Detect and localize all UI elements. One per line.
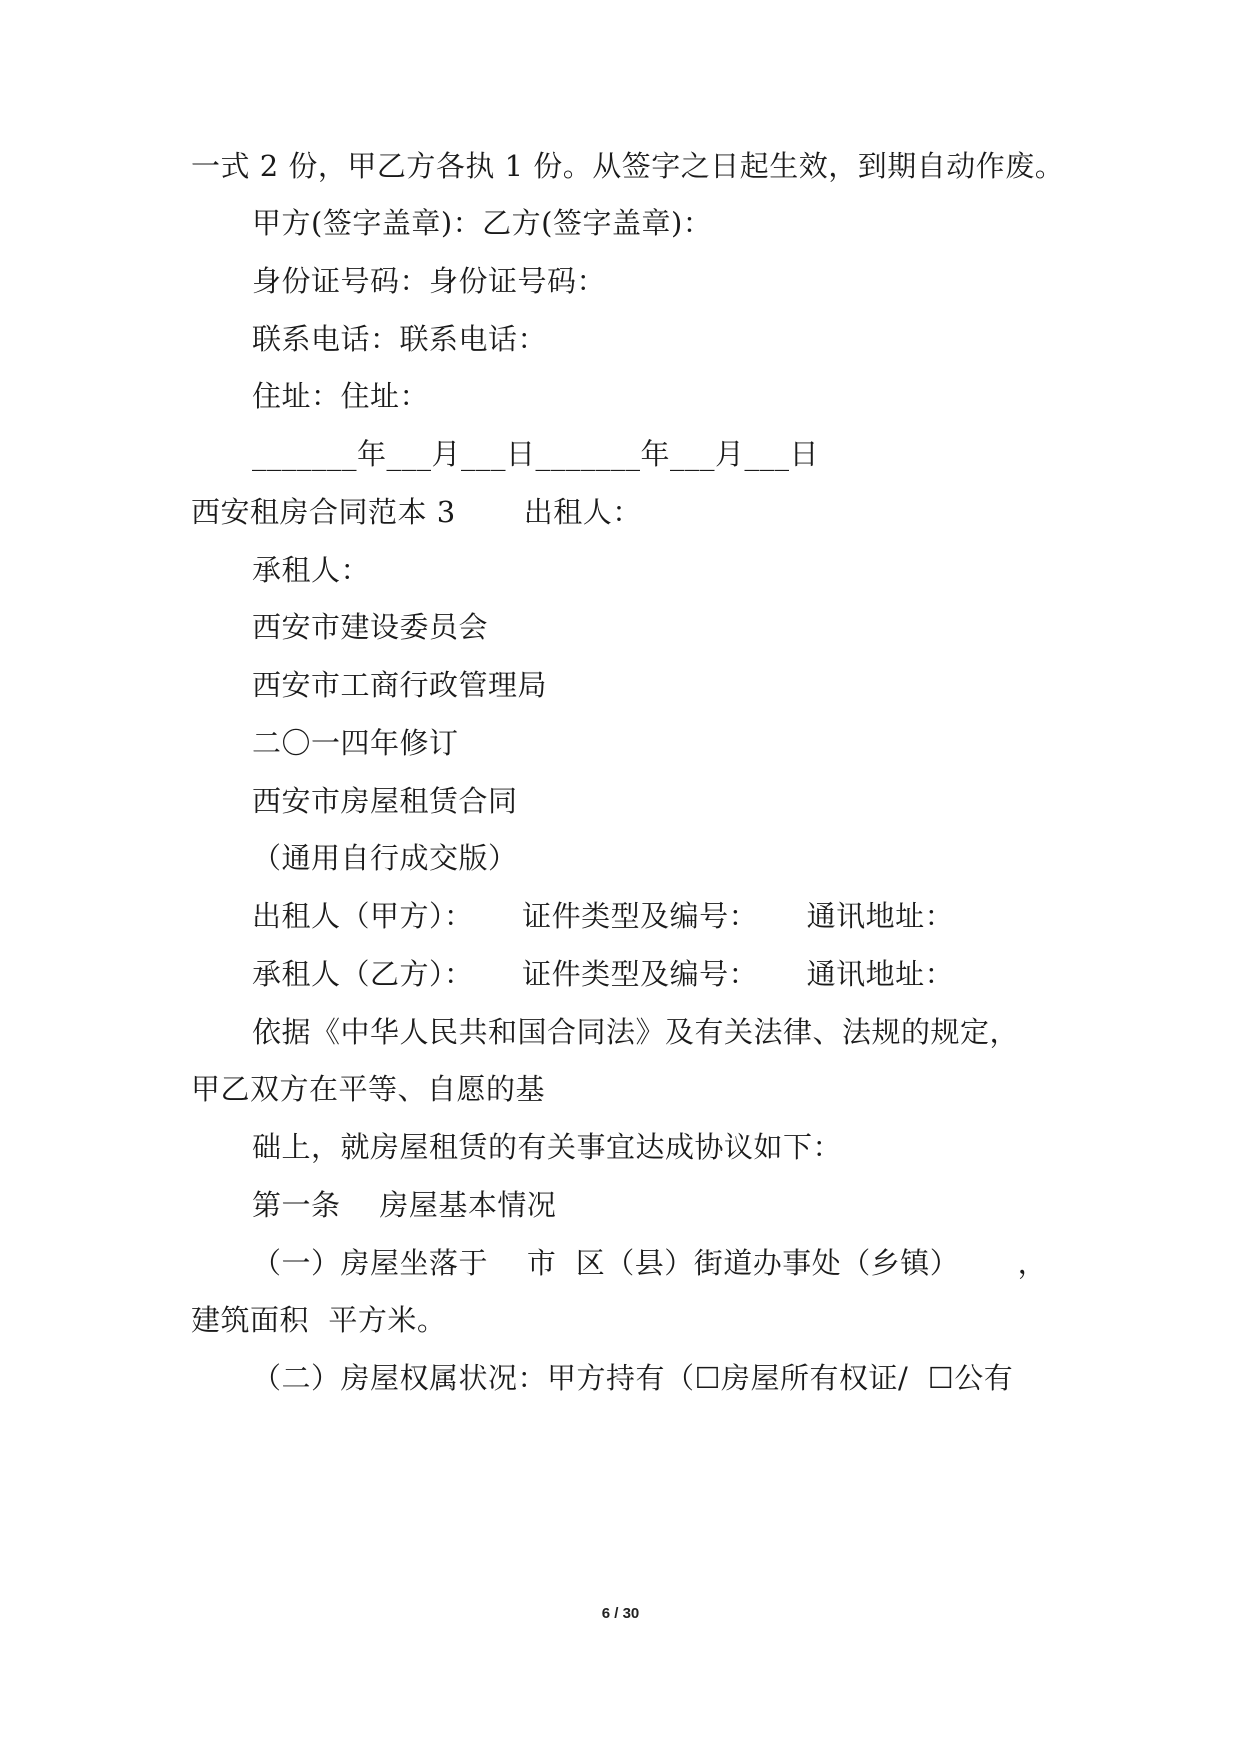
text-line: （一）房屋坐落于 市 区（县）街道办事处（乡镇） ，: [252, 1246, 1048, 1280]
text-line: 二〇一四年修订: [252, 726, 459, 760]
contract-subtitle: （通用自行成交版）: [252, 841, 518, 875]
text-line: 甲乙双方在平等、自愿的基: [191, 1072, 546, 1106]
text-line: 承租人：: [252, 553, 371, 587]
text-line: 建筑面积 平方米。: [191, 1303, 447, 1337]
text-line: 西安市工商行政管理局: [252, 668, 548, 702]
section-heading: 西安租房合同范本 3 出租人：: [191, 495, 642, 529]
article-heading: 第一条 房屋基本情况: [252, 1188, 557, 1222]
lessee-info-line: 承租人（乙方）： 证件类型及编号： 通讯地址：: [252, 957, 955, 991]
text-line: 甲方(签字盖章)：乙方(签字盖章)：: [252, 206, 713, 240]
text-line: 础上，就房屋租赁的有关事宜达成协议如下：: [252, 1130, 843, 1164]
text-line: 一式 2 份，甲乙方各执 1 份。从签字之日起生效，到期自动作废。: [191, 149, 1065, 183]
text-line: 西安市建设委员会: [252, 610, 489, 644]
text-line: 联系电话：联系电话：: [252, 322, 548, 356]
lessor-info-line: 出租人（甲方）： 证件类型及编号： 通讯地址：: [252, 899, 955, 933]
contract-title: 西安市房屋租赁合同: [252, 784, 518, 818]
page-number: 6 / 30: [601, 1605, 640, 1622]
text-line: 依据《中华人民共和国合同法》及有关法律、法规的规定，: [252, 1015, 1020, 1049]
text-line: 身份证号码：身份证号码：: [252, 264, 607, 298]
text-line: （二）房屋权属状况：甲方持有（☐房屋所有权证/ ☐公有: [252, 1361, 1014, 1395]
text-line: 住址：住址：: [252, 379, 430, 413]
date-blank-line: _______年___月___日_______年___月___日: [252, 437, 820, 471]
